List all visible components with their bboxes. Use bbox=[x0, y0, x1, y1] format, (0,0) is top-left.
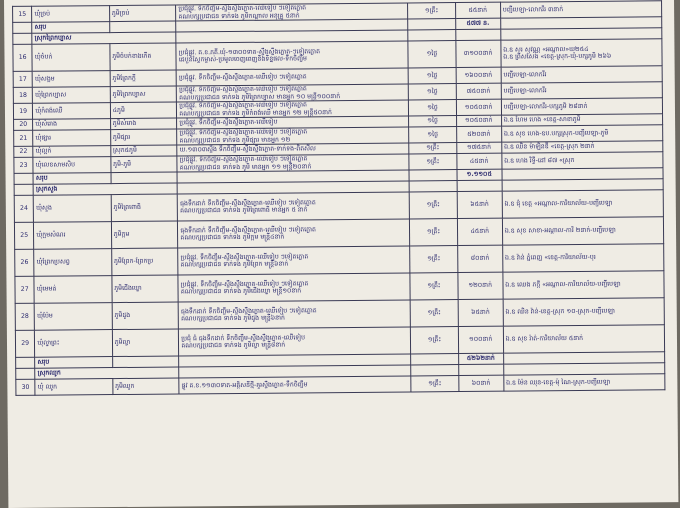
description-line-2: ជេបួនស្ទែកម្ចាស់-ប្រមូលចេញពេញនិងទិន្នផល-ទឹកចិញ្ចឹម bbox=[178, 55, 307, 64]
row-number: 19 bbox=[13, 103, 32, 119]
contact-line: ឯ.ឧ សរ សុវណ្ណ «អណ្តាល»ឃ២៥៤ bbox=[503, 45, 589, 54]
commune-name: ឃុំលេខសាមសិប bbox=[33, 157, 110, 174]
row-number: 30 bbox=[16, 379, 35, 395]
amount-cell: ៤៥នាក់ bbox=[456, 153, 501, 169]
contact-line: ឯ.ឧ ជុំ ខេត្ត «អណ្តាល-ការិយាល័យ-បញ្ជីបេឡា bbox=[504, 199, 613, 208]
contact-cell bbox=[502, 152, 663, 169]
district-label: ស្រុកព្រៃកប្បាស bbox=[32, 32, 176, 44]
row-number: 21 bbox=[14, 130, 33, 146]
description-line-2: គណបក្សប្រជាជន ទាក់ទង ភូមិដូង មន្ត្រី៦នាក់ bbox=[181, 314, 286, 323]
contact-line: បញ្ជីបេឡា-លោករីរ bbox=[503, 87, 547, 95]
unit-cell: ១គ្រឹះ bbox=[411, 300, 458, 327]
description-line: ប្រជុំផ្លូវ. ទឹកចិញ្ចឹម-ស្ទឹងស្ទឹងភ្លោត-ឈើទៀប ៗទៀតភ្លោត bbox=[178, 73, 307, 82]
unit-cell: ១គ្រឹះ bbox=[409, 143, 456, 154]
unit-cell: ១គ្រឹះ bbox=[411, 376, 458, 392]
amount-cell: ១០៥០នាក់ bbox=[456, 99, 501, 115]
contact-line: ឯ.ឧ ឈិន វ៉ាន់-ខេត្ត-ស្រុក ១០-ស្រុក-បញ្ជីបេឡា bbox=[505, 307, 616, 316]
contact-cell bbox=[503, 271, 664, 299]
district-label: ស្រុកឈូក bbox=[35, 367, 179, 379]
unit-cell: ១ថ្ងៃ bbox=[408, 68, 455, 84]
commune-name: ឃុំព្រៃកប្បាស bbox=[33, 87, 110, 104]
unit-cell: ១ថ្ងៃ bbox=[409, 127, 456, 143]
description-line: ប្រជុំផ្លូវ. ទឹកចិញ្ចឹម-ស្ទឹងស្ទឹងភ្លោត-ឈើទៀប ៗទៀតភ្លោត bbox=[180, 279, 309, 288]
contact-cell bbox=[501, 39, 662, 67]
amount-cell: ១៦០០នាក់ bbox=[456, 67, 501, 83]
commune-name: ឃុំកំពង់ឈើ bbox=[33, 103, 110, 120]
unit-cell: ១គ្រឹះ bbox=[410, 192, 457, 219]
amount-cell: ៣១០០នាក់ bbox=[456, 40, 501, 67]
row-number: 23 bbox=[14, 157, 33, 173]
village-name: ភូមិ-ភូមិ bbox=[111, 156, 178, 173]
description-line: ប្រជុំផ្លូវ. ទឹកចិញ្ចឹម-ស្ទឹងស្ទឹងភ្លោត-ឈើទៀប ៗទៀតភ្លោត bbox=[180, 252, 309, 261]
contact-cell bbox=[501, 98, 662, 115]
activity-description bbox=[176, 41, 408, 70]
description-line-2: គណបក្សប្រជាជន ទាក់ទង ភូមិផ្សារ មានអ្នក ១២ bbox=[179, 136, 291, 144]
contact-line: ឯ.ឧ ឈេង ភក្តី «អណ្តាល-ការិយាល័យ-បញ្ជីបេឡា bbox=[505, 280, 621, 289]
unit-cell: ១ថ្ងៃ bbox=[408, 41, 455, 68]
description-line: ធុងទឹកដាក់ ទឹកចិញ្ចឹម-ស្ទឹងស្ទឹងភ្លោត-ឈើទៀប ៗទៀតភ្លោត bbox=[180, 198, 316, 207]
row-number: 27 bbox=[15, 276, 35, 303]
unit-cell: ១គ្រឹះ bbox=[408, 3, 455, 19]
unit-cell: ១គ្រឹះ bbox=[410, 273, 457, 300]
commune-name: ឃុំព្រែកប្រសព្វ bbox=[34, 249, 112, 277]
subtotal-value: ៥៧៧ ន. bbox=[455, 18, 500, 29]
contact-line: ឯ.ឧ សុខ ហេង-ឧប.បក្សស្រុក-បញ្ជីបេឡា-ភូមិ bbox=[503, 129, 609, 138]
unit-cell: ១គ្រឹះ bbox=[410, 219, 457, 246]
village-name: ភូមិផ្សារ bbox=[110, 129, 177, 146]
description-line-2: គណបក្សប្រជាជន ទាក់ទង ភូមិព្រៃកប្បាស មានអ្នក ១០ មន្ត្រី១០០នាក់ bbox=[179, 92, 341, 101]
description-line: ប្រជុំផ្លូវ. ទឹកចិញ្ចឹម-ស្ទឹងស្ទឹងភ្លោត-ឈើទៀប bbox=[179, 118, 278, 127]
commune-name: ឃុំល្អក់ bbox=[33, 146, 110, 158]
contact-line: ឯ.ឧ ហេង រិទ្ធី-ដៅ ៨៧ «ស្រុក bbox=[504, 156, 575, 165]
row-number: 28 bbox=[15, 303, 35, 330]
village-name: ភូមិឈូក bbox=[112, 378, 179, 395]
village-name: ស្រុក៥ភូមិ bbox=[110, 145, 177, 157]
description-line: ប្រជុំផ្លូវ. ទឹកចិញ្ចឹម-ស្ទឹងស្ទឹងភ្លោត-ឈើទៀប ៗទៀតភ្លោត bbox=[179, 155, 308, 164]
document-sheet bbox=[4, 0, 678, 508]
village-name: ភូមិច្រប់ bbox=[109, 5, 176, 22]
unit-cell: ១គ្រឹះ bbox=[410, 246, 457, 273]
description-line: ផ្លូវ គ.ខ.១១៣០ទាត-អគ្គិសនីថ្មី-គួរស្ទឹងភ្លោត-ទឹកចិញ្ចឹម bbox=[181, 381, 308, 390]
subtotal-value: ១.១១០៥ bbox=[457, 169, 502, 180]
commune-name: ឃុំល្វាព្រះ bbox=[35, 330, 113, 358]
commune-name: ឃុំប៉ែម bbox=[34, 303, 112, 331]
row-number: 17 bbox=[13, 71, 32, 87]
contact-line: ឯ.ឧ ឈិន ម៉ាឡិនឌី «ខេត្ត-ស្រុក ២នាក់ bbox=[504, 143, 595, 151]
description-line-2: គណបក្សប្រជាជន ទាក់ទង ភូមិល្វា មន្ត្រី៨នាក់ bbox=[181, 341, 286, 350]
village-name: ភូមិដូង bbox=[112, 302, 179, 330]
village-name: ភូមិចំបក់ខាងកើត bbox=[110, 43, 177, 71]
subtotal-label: សរុប bbox=[35, 357, 112, 369]
commune-name: ឃុំផ្សារ bbox=[33, 130, 110, 147]
description-line: ធុងទឹកដាក់ ទឹកចិញ្ចឹម-ស្ទឹងស្ទឹងភ្លោត-ឈើទៀប ៗទៀតភ្លោត bbox=[180, 225, 316, 234]
commune-name: ឃុំក្អមសំណរ bbox=[34, 222, 112, 250]
description-line: ឃ.១៣០៣ស្ទឹង ទឹកចិញ្ចឹម-ស្ទឹងស្ទឹងភ្លោត-ទាក់ទង-ពិតសីល bbox=[179, 145, 316, 154]
amount-cell: ៧៥០នាក់ bbox=[456, 83, 501, 99]
commune-name: ឃុំមេមត់ bbox=[34, 276, 112, 304]
amount-cell: ១២០នាក់ bbox=[458, 272, 503, 299]
description-line: ប្រជុំ ធំ ធុងទឹកដាក់ ទឹកចិញ្ចឹម-ស្ទឹងស្ទឹងភ្លោត-ឈើទៀប bbox=[181, 333, 306, 342]
amount-cell: ១០០នាក់ bbox=[458, 326, 503, 353]
amount-cell: ៥៥នាក់ bbox=[455, 2, 500, 18]
row-number: 24 bbox=[14, 195, 34, 222]
contact-cell bbox=[500, 1, 661, 18]
activity-description bbox=[178, 219, 410, 248]
unit-cell: ១ថ្ងៃ bbox=[409, 100, 456, 116]
description-line-2: គណបក្សប្រជាជន ទាក់ទង ភូមិព្រែក មន្ត្រី៦នាក់ bbox=[180, 260, 289, 269]
description-line-2: គណបក្សប្រជាជន ទាក់ទង ភូមិក្អម មន្ត្រី៤នាក់ bbox=[180, 233, 285, 242]
description-line: ប្រជុំផ្លូវ. ទឹកចិញ្ចឹម-ស្ទឹងស្ទឹងភ្លោត-ឈើទៀប ៗទៀតភ្លោត bbox=[179, 101, 307, 110]
contact-line: ឯ.ឧ ម៉ែន ឈុន-ខេត្ត-ម៉ុ ណៃ-ស្រុក-បញ្ជីបេឡា bbox=[506, 378, 611, 387]
village-name: ៤ភូមិ bbox=[110, 102, 177, 119]
activity-description bbox=[178, 273, 410, 302]
contact-cell bbox=[501, 66, 662, 83]
description-line: ប្រជុំផ្លូវ. ទឹកចិញ្ចឹម-ស្ទឹងស្ទឹងភ្លោត-ឈើទៀប ៗទៀតភ្លោត bbox=[179, 128, 308, 137]
contact-cell bbox=[502, 244, 663, 272]
village-name: ភូមិសំរោង bbox=[110, 118, 177, 130]
contact-line-2: ឯ.ឧ ព្រីសសែង «ខេត្ត-ស្រុក-ឃុំ-បក្សភូមិ ២៦៦ bbox=[503, 52, 612, 61]
amount-cell: ៦០នាក់ bbox=[458, 375, 503, 391]
unit-cell: ១គ្រឹះ bbox=[411, 327, 458, 354]
village-name: ភូមិព្រែកក្តី bbox=[110, 70, 177, 87]
row-number: 26 bbox=[15, 249, 35, 276]
amount-cell: ១៧៥នាក់ bbox=[456, 142, 501, 153]
row-number: 25 bbox=[14, 222, 34, 249]
unit-cell: ១ថ្ងៃ bbox=[409, 84, 456, 100]
commune-name: ឃុំចំបក់ bbox=[32, 44, 110, 72]
description-line: ប្រជុំផ្លូវ. គ.ខ.ភគី.ឃុំ-១៣០០ទាត-ស្ទឹងស្ទឹងភ្លោត-ៗទៀតភ្លោត bbox=[178, 47, 321, 56]
contact-cell bbox=[503, 298, 664, 326]
village-name: ភូមិជើងឃ្លោ bbox=[112, 275, 179, 303]
amount-cell: ៦៥នាក់ bbox=[457, 191, 502, 218]
activity-description bbox=[178, 300, 410, 329]
contact-cell bbox=[502, 217, 663, 245]
commune-name: ឃុំសំរោង bbox=[33, 119, 110, 131]
contact-cell bbox=[502, 190, 663, 218]
description-line: ប្រជុំផ្លូវ. ទឹកចិញ្ចឹម-ស្ទឹងស្ទឹងភ្លោត-ឈើទៀប ៗទៀតភ្លោត bbox=[179, 85, 307, 94]
amount-cell: ៦៥នាក់ bbox=[458, 299, 503, 326]
commune-name: ឃុំសង្គម bbox=[32, 71, 109, 88]
amount-cell: ៥២០នាក់ bbox=[456, 126, 501, 142]
description-line: ធុងទឹកដាក់ ទឹកចិញ្ចឹម-ស្ទឹងស្ទឹងភ្លោត-ឈើទៀប ៗទៀតភ្លោត bbox=[180, 306, 317, 315]
row-number: 18 bbox=[13, 87, 32, 103]
contact-cell bbox=[503, 325, 664, 353]
description-line-2: គណបក្សប្រជាជន ទាក់ទង ភូមិព្រៃពោធិ មានអ្នក ៥ នាក់ bbox=[180, 206, 308, 215]
subtotal-label: សរុប bbox=[32, 22, 109, 34]
village-name: ភូមិព្រែក-ព្រែកប្រ bbox=[111, 248, 178, 276]
village-name: ភូមិព្រៃកប្បាស bbox=[110, 86, 177, 103]
row-number: 22 bbox=[14, 146, 33, 157]
unit-cell: ១ថ្ងៃ bbox=[409, 116, 456, 127]
row-number: 20 bbox=[14, 119, 33, 130]
contact-line: បញ្ជីបេឡា-លោករីរ ៣នាក់ bbox=[502, 5, 564, 14]
description-line-2: គណបក្សប្រជាជន ទាក់ទង ភូមិកំពង់ឈើ មានអ្នក ១២ មន្ត្រី៥០នាក់ bbox=[179, 108, 333, 117]
contact-line: ឯ.ឧ វ៉ាន់ ភ្នំពេញ «ខេត្ត-ការិយាល័យ-បុរ bbox=[505, 254, 596, 262]
description-line-2: គណបក្សប្រជាជន ទាក់ទង ភូមិកណ្តាល អនុគ្រូ ៥នាក់ bbox=[178, 11, 300, 20]
amount-cell: ៤៥នាក់ bbox=[457, 218, 502, 245]
commune-name: ឃុំ ឈូក bbox=[35, 379, 112, 396]
activity-description bbox=[179, 376, 411, 394]
district-label: ស្រុកសួង bbox=[33, 183, 177, 195]
row-number: 15 bbox=[13, 6, 32, 22]
description-line-2: គណបក្សប្រជាជន ទាក់ទង ភូមិជើងឃ្លោ មន្ត្រី១០នាក់ bbox=[180, 287, 302, 296]
contact-cell bbox=[501, 125, 662, 142]
contact-line: ឯ.ឧ សុខ រ៉ាត់-ការិយាល័យ ៥នាក់ bbox=[505, 335, 584, 343]
amount-cell: ១០៥០នាក់ bbox=[456, 115, 501, 126]
activity-description bbox=[179, 327, 411, 356]
description-line-2: គណបក្សប្រជាជន ទាក់ទង ភូមិ មានអ្នក ១១ មន្ត្រី២០នាក់ bbox=[179, 162, 312, 171]
contact-cell bbox=[504, 374, 665, 391]
contact-line: ឯ.ឧ សុខ សាខា-អណ្តាល-ការិ ២នាក់-បញ្ជីបេឡា bbox=[504, 226, 616, 235]
village-name: ភូមិព្រៃពោធិ bbox=[111, 194, 178, 222]
contact-line: បញ្ជីបេឡា-លោករីរ bbox=[503, 71, 547, 79]
unit-cell: ១គ្រឹះ bbox=[409, 154, 456, 170]
subtotal-value: ៥២៦២នាក់ bbox=[458, 353, 503, 364]
row-number: 16 bbox=[13, 44, 33, 71]
subtotal-label: សរុប bbox=[33, 173, 110, 185]
description-line: ប្រជុំផ្លូវ. ទឹកចិញ្ចឹម-ស្ទឹងស្ទឹងភ្លោត-ឈើទៀប ៗទៀតភ្លោត bbox=[178, 4, 307, 13]
commune-name: ឃុំសួង bbox=[34, 195, 112, 223]
village-name: ភូមិក្អម bbox=[111, 221, 178, 249]
activity-description bbox=[177, 192, 409, 221]
contact-line: ឯ.ឧ ហែម ហេង «ខេត្ត-សាខាភូមិ bbox=[503, 116, 581, 124]
row-number: 29 bbox=[15, 330, 35, 357]
village-name: ភូមិល្វា bbox=[112, 329, 179, 357]
activity-description bbox=[178, 246, 410, 275]
activity-table bbox=[12, 0, 665, 396]
contact-cell bbox=[501, 82, 662, 99]
commune-name: ឃុំច្រប់ bbox=[32, 6, 109, 23]
contact-line: បញ្ជីបេឡា-លោករីរ-បក្សភូមិ ២៨នាក់ bbox=[503, 102, 588, 111]
amount-cell: ៨០នាក់ bbox=[457, 245, 502, 272]
